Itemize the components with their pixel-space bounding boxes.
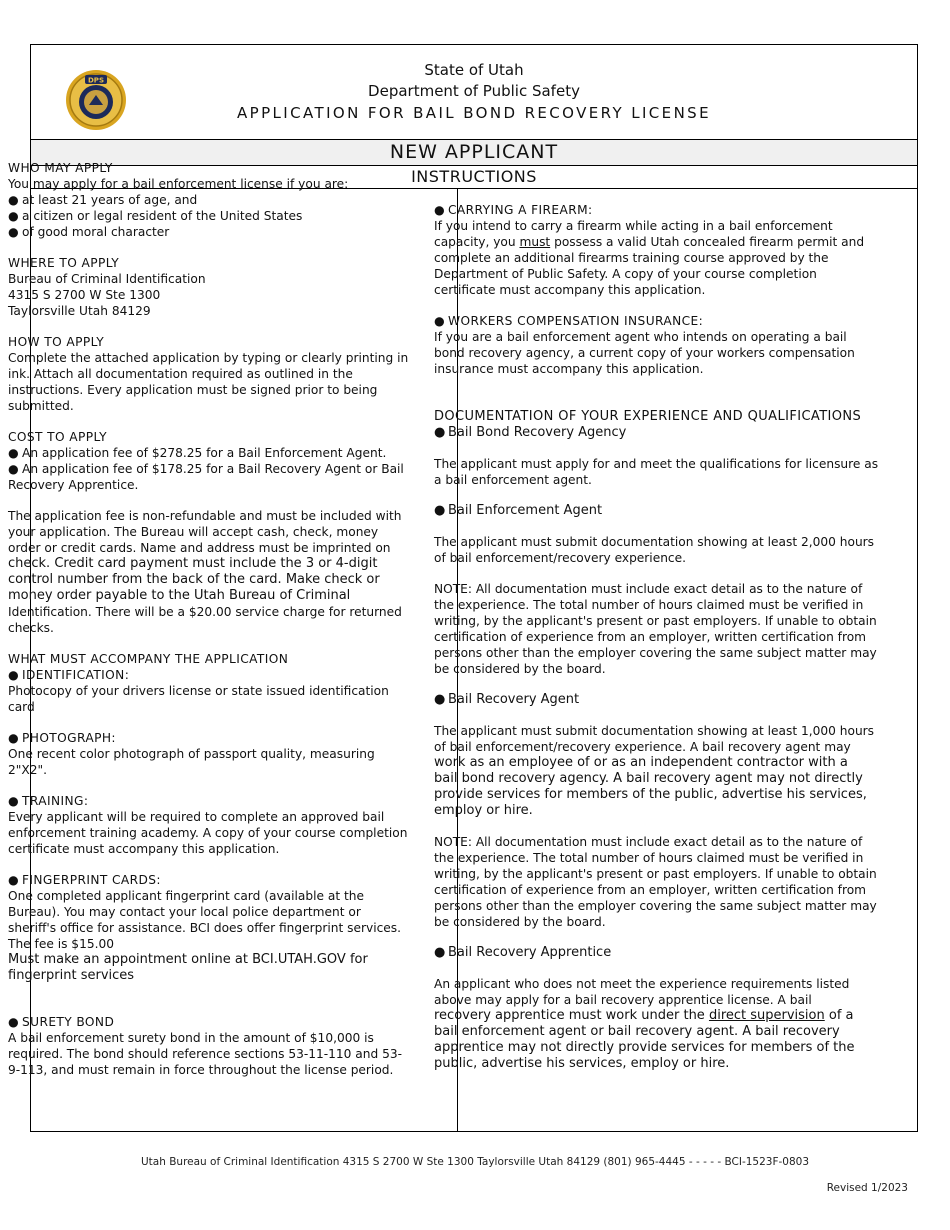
note-line: writing, by the applicant's present or past employers. If unable to obtain — [434, 867, 877, 881]
where-line: Bureau of Criminal Identification — [8, 272, 206, 286]
seal-text: DPS — [88, 76, 104, 85]
note-line: persons other than the employer covering the same subject matter may — [434, 899, 877, 913]
cost-item: ● An application fee of $178.25 for a Bail Recovery Agent or Bail — [8, 462, 404, 476]
apprentice-line: apprentice may not directly provide services for members of the — [434, 1040, 855, 1055]
bra-line: provide services for members of the public, advertise his services, — [434, 787, 867, 802]
firearm-line: If you intend to carry a firearm while acting in a bail enforcement — [434, 219, 833, 233]
wc-line: If you are a bail enforcement agent who intends on operating a bail — [434, 330, 847, 344]
note-line: the experience. The total number of hours claimed must be verified in — [434, 851, 864, 865]
firearm-line: Department of Public Safety. A copy of your course completion — [434, 267, 817, 281]
right-column — [434, 202, 882, 1072]
left-column — [8, 160, 418, 1078]
firearm-heading: ● CARRYING A FIREARM: — [434, 203, 593, 217]
surety-line: 9-113, and must remain in force throughout the license period. — [8, 1063, 394, 1077]
where-line: 4315 S 2700 W Ste 1300 — [8, 288, 161, 302]
bullet-icon: ● — [434, 203, 446, 217]
dps-seal-icon — [65, 69, 127, 131]
fingerprint-line: One completed applicant fingerprint card (available at the — [8, 889, 364, 903]
who-item: ● of good moral character — [8, 225, 170, 239]
apprentice-line: public, advertise his services, employ or hire. — [434, 1056, 730, 1071]
training-line: Every applicant will be required to complete an approved bail — [8, 810, 385, 824]
agency-line: a bail enforcement agent. — [434, 473, 592, 487]
where-heading: WHERE TO APPLY — [8, 256, 120, 270]
fee-line: checks. — [8, 621, 54, 635]
note-line: certification of experience from an employer, written certification from — [434, 883, 867, 897]
direct-supervision-underlined: direct supervision — [708, 1008, 825, 1023]
bra-line: employ or hire. — [434, 803, 533, 818]
how-line: Complete the attached application by typing or clearly printing in — [8, 351, 409, 365]
how-line: instructions. Every application must be signed prior to being — [8, 383, 378, 397]
note-line: certification of experience from an employer, written certification from — [434, 630, 867, 644]
where-line: Taylorsville Utah 84129 — [8, 304, 151, 318]
apprentice-line: An applicant who does not meet the experience requirements listed — [434, 977, 850, 991]
fingerprint-line: The fee is $15.00 — [8, 937, 114, 951]
state-name: State of Utah — [424, 61, 524, 79]
bullet-icon: ● — [434, 425, 446, 440]
fee-line: your application. The Bureau will accept cash, check, money — [8, 525, 379, 539]
fingerprint-line: Bureau). You may contact your local police department or — [8, 905, 361, 919]
training-line: certificate must accompany this application. — [8, 842, 280, 856]
photo-line: 2"X2". — [8, 763, 47, 777]
note-line: NOTE: All documentation must include exact detail as to the nature of — [434, 835, 863, 849]
how-heading: HOW TO APPLY — [8, 335, 105, 349]
department-name: Department of Public Safety — [368, 82, 580, 100]
footer-address: Utah Bureau of Criminal Identification 4315 S 2700 W Ste 1300 Taylorsville Utah 84129 (801) 965-4445 - - - - - BCI-1523F-0803 — [140, 1156, 810, 1168]
fee-line: check. Credit card payment must include the 3 or 4-digit — [8, 556, 378, 571]
note-line: NOTE: All documentation must include exact detail as to the nature of — [434, 582, 863, 596]
bullet-icon: ● — [434, 503, 446, 518]
bullet-icon: ● — [434, 945, 446, 960]
bullet-icon: ● — [434, 314, 446, 328]
fingerprint-appt: Must make an appointment online at BCI.UTAH.GOV for — [8, 952, 368, 967]
bea-line: of bail enforcement/recovery experience. — [434, 551, 686, 565]
firearm-line: complete an additional firearms training course approved by the — [434, 251, 829, 265]
cost-heading: COST TO APPLY — [8, 430, 107, 444]
bullet-icon: ● — [8, 209, 19, 223]
bullet-icon: ● — [8, 193, 19, 207]
bullet-icon: ● — [8, 462, 19, 476]
who-intro: You may apply for a bail enforcement license if you are: — [8, 177, 349, 191]
fingerprint-line: sheriff's office for assistance. BCI does offer fingerprint services. — [8, 921, 402, 935]
wc-line: insurance must accompany this application. — [434, 362, 704, 376]
how-line: ink. Attach all documentation required as outlined in the — [8, 367, 353, 381]
who-heading: WHO MAY APPLY — [8, 161, 113, 175]
surety-line: required. The bond should reference sections 53-11-110 and 53- — [8, 1047, 402, 1061]
cost-item: ● An application fee of $278.25 for a Bail Enforcement Agent. — [8, 446, 387, 460]
new-applicant-band: NEW APPLICANT — [31, 140, 917, 166]
how-line: submitted. — [8, 399, 74, 413]
fingerprint-appt: fingerprint services — [8, 968, 135, 983]
note-line: the experience. The total number of hours claimed must be verified in — [434, 598, 864, 612]
bra-line: of bail enforcement/recovery experience. A bail recovery agent may — [434, 740, 851, 754]
bullet-icon: ● — [8, 731, 20, 745]
note-line: be considered by the board. — [434, 915, 606, 929]
bra-line: bail bond recovery agency. A bail recovery agent may not directly — [434, 771, 863, 786]
surety-heading: ● SURETY BOND — [8, 1015, 115, 1029]
fee-line: money order payable to the Utah Bureau of Criminal — [8, 588, 351, 603]
fee-line: order or credit cards. Name and address must be imprinted on — [8, 541, 391, 555]
apprentice-line: recovery apprentice must work under the direct supervision of a — [434, 1008, 854, 1023]
bullet-icon: ● — [8, 668, 20, 682]
revised-date: Revised 1/2023 — [826, 1182, 908, 1194]
wc-line: bond recovery agency, a current copy of your workers compensation — [434, 346, 855, 360]
must-underlined: must — [519, 235, 551, 249]
bullet-icon: ● — [8, 1015, 20, 1029]
who-item: ● a citizen or legal resident of the United States — [8, 209, 303, 223]
instructions-band: INSTRUCTIONS — [31, 166, 917, 189]
accompany-heading: WHAT MUST ACCOMPANY THE APPLICATION — [8, 652, 289, 666]
fee-line: Identification. There will be a $20.00 service charge for returned — [8, 605, 402, 619]
training-heading: ● TRAINING: — [8, 794, 89, 808]
agency-line: The applicant must apply for and meet the qualifications for licensure as — [434, 457, 879, 471]
apprentice-heading: ● Bail Recovery Apprentice — [434, 945, 612, 960]
training-line: enforcement training academy. A copy of your course completion — [8, 826, 408, 840]
bullet-icon: ● — [8, 225, 19, 239]
form-header — [31, 45, 917, 140]
bullet-icon: ● — [434, 692, 446, 707]
surety-line: A bail enforcement surety bond in the amount of $10,000 is — [8, 1031, 374, 1045]
bra-heading: ● Bail Recovery Agent — [434, 692, 580, 707]
apprentice-line: above may apply for a bail recovery apprentice license. A bail — [434, 993, 812, 1007]
photo-line: One recent color photograph of passport quality, measuring — [8, 747, 375, 761]
bea-heading: ● Bail Enforcement Agent — [434, 503, 603, 518]
agency-heading: ● Bail Bond Recovery Agency — [434, 425, 627, 440]
cost-item-cont: Recovery Apprentice. — [8, 478, 139, 492]
apprentice-line: bail enforcement agent or bail recovery agent. A bail recovery — [434, 1024, 840, 1039]
firearm-line: capacity, you must possess a valid Utah concealed firearm permit and — [434, 235, 865, 249]
bra-line: work as an employee of or as an independent contractor with a — [434, 755, 848, 770]
id-line: Photocopy of your drivers license or state issued identification — [8, 684, 389, 698]
bullet-icon: ● — [8, 794, 20, 808]
fingerprint-heading: ● FINGERPRINT CARDS: — [8, 873, 161, 887]
note-line: persons other than the employer covering the same subject matter may — [434, 646, 877, 660]
form-title: APPLICATION FOR BAIL BOND RECOVERY LICENSE — [237, 104, 711, 122]
documentation-heading: DOCUMENTATION OF YOUR EXPERIENCE AND QUALIFICATIONS — [434, 409, 862, 424]
id-line: card — [8, 700, 35, 714]
photo-heading: ● PHOTOGRAPH: — [8, 731, 116, 745]
who-item: ● at least 21 years of age, and — [8, 193, 198, 207]
bea-line: The applicant must submit documentation showing at least 2,000 hours — [434, 535, 875, 549]
firearm-line: certificate must accompany this application. — [434, 283, 706, 297]
fee-line: The application fee is non-refundable and must be included with — [8, 509, 402, 523]
note-line: be considered by the board. — [434, 662, 606, 676]
wc-heading: ● WORKERS COMPENSATION INSURANCE: — [434, 314, 704, 328]
bra-line: The applicant must submit documentation showing at least 1,000 hours — [434, 724, 875, 738]
bullet-icon: ● — [8, 873, 20, 887]
note-line: writing, by the applicant's present or past employers. If unable to obtain — [434, 614, 877, 628]
bullet-icon: ● — [8, 446, 19, 460]
id-heading: ● IDENTIFICATION: — [8, 668, 130, 682]
fee-line: control number from the back of the card. Make check or — [8, 572, 380, 587]
